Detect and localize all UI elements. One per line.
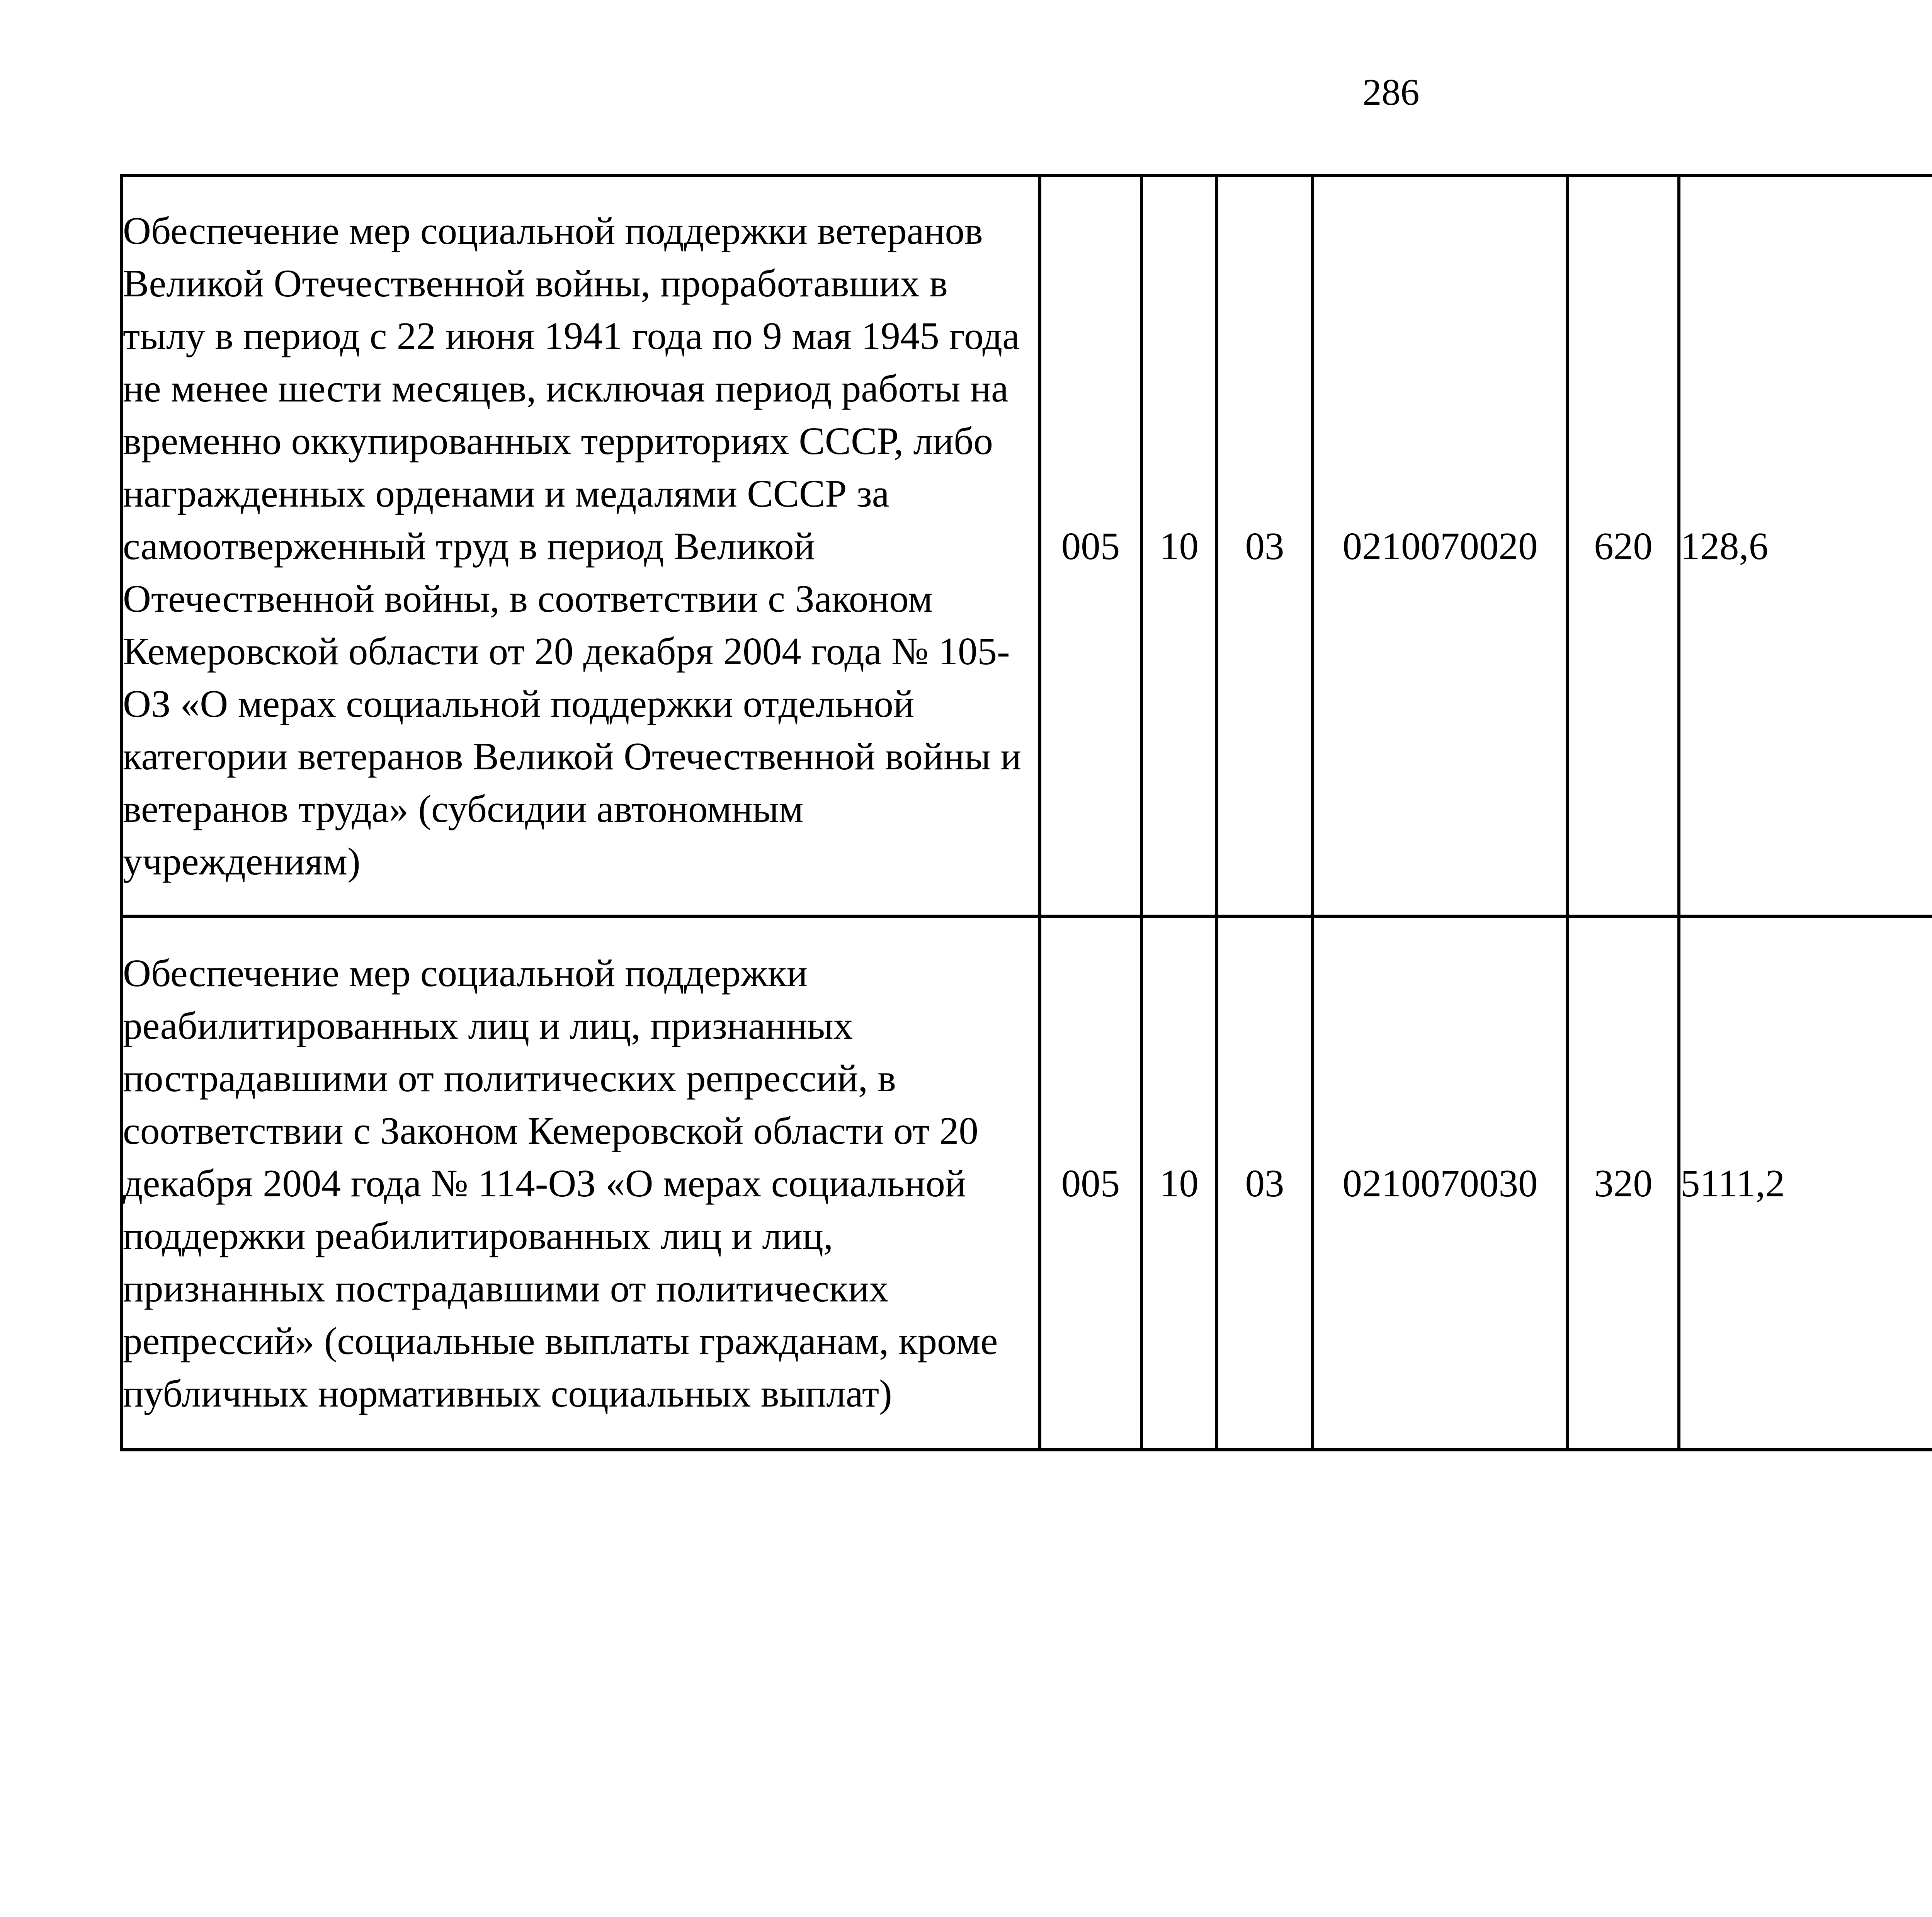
page-number: 286 (1362, 71, 1420, 113)
subsection-code-cell: 03 (1217, 175, 1313, 916)
admin-code-cell: 005 (1040, 916, 1141, 1450)
amount-cell-1: 128,6 (1679, 175, 1932, 916)
expense-type-cell: 320 (1568, 916, 1679, 1450)
table-row (121, 916, 1932, 1450)
table-row (121, 175, 1932, 916)
target-article-cell: 0210070020 (1313, 175, 1568, 916)
row-description: Обеспечение мер социальной поддержки ветеранов Великой Отечественной войны, проработавших в тылу в период с 22 июня 1941 года по 9 мая 1945 года не менее шести месяцев, исключая период работы на временно оккупированных территориях СССР, либо награжденных орденами и медалями СССР за самоотверженный труд в период Великой Отечественной войны, в соответствии с Законом Кемеровской области от 20 декабря 2004 года № 105-ОЗ «О мерах социальной поддержки отдельной категории ветеранов Великой Отечественной войны и ветеранов труда» (субсидии автономным учреждениям) (121, 175, 1040, 916)
section-code-cell: 10 (1141, 916, 1217, 1450)
budget-table (120, 174, 1932, 1451)
admin-code-cell: 005 (1040, 175, 1141, 916)
section-code-cell: 10 (1141, 175, 1217, 916)
target-article-cell: 0210070030 (1313, 916, 1568, 1450)
amount-cell-1: 5111,2 (1679, 916, 1932, 1450)
subsection-code-cell: 03 (1217, 916, 1313, 1450)
row-description: Обеспечение мер социальной поддержки реабилитированных лиц и лиц, признанных пострадавшими от политических репрессий, в соответствии с Законом Кемеровской области от 20 декабря 2004 года № 114-ОЗ «О мерах социальной поддержки реабилитированных лиц и лиц, признанных пострадавшими от политических репрессий» (социальные выплаты гражданам, кроме публичных нормативных социальных выплат) (121, 916, 1040, 1450)
expense-type-cell: 620 (1568, 175, 1679, 916)
